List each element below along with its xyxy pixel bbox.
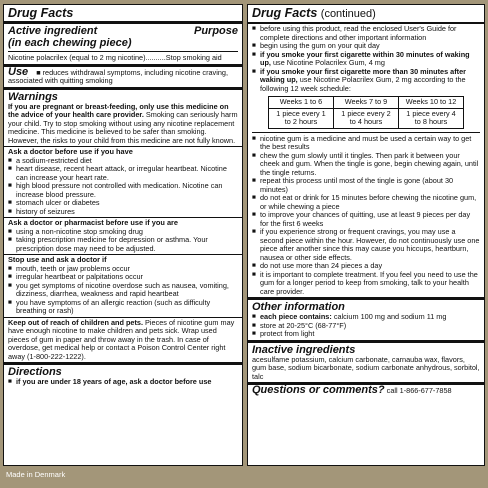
list-item: ■ do not use more than 24 pieces a day [252, 262, 480, 271]
stop-use-heading: Stop use and ask a doctor if [8, 255, 107, 265]
inactive-ingredients-text: acesulfame potassium, calcium carbonate, carnauba wax, flavors, gum base, sodium bicarbonate, sodium carbonate anhydrous, sorbitol, talc [252, 354, 480, 381]
list-item: ■ store at 20-25°C (68-77°F) [252, 322, 480, 331]
list-item: ■ begin using the gum on your quit day [252, 42, 480, 51]
inactive-ingredients-heading: Inactive ingredients [252, 343, 356, 356]
list-item: ■ a sodium-restricted diet [8, 157, 238, 166]
pregnancy-warning-text: Smoking can seriously harm your child. Try to stop smoking without using any nicotine replacement medicine. This medicine is believed to be safer than smoking. However, the risks to your child from this medicine are not fully known. [8, 110, 238, 145]
ask-doctor-section [4, 147, 242, 218]
use-heading: Use [8, 65, 29, 78]
ask-doctor-heading: Ask a doctor before use if you have [8, 147, 133, 156]
list-item: ■ taking prescription medicine for depression or asthma. Your prescription dose may need to be adjusted. [8, 236, 238, 253]
list-item: ■ if you smoke your first cigarette more than 30 minutes after waking up, use Nicotine Polacrilex Gum, 2 mg according to the following 12 week schedule: [252, 68, 480, 94]
list-item: ■ using a non-nicotine stop smoking drug [8, 228, 238, 237]
list-item: ■ mouth, teeth or jaw problems occur [8, 265, 238, 274]
table-cell: 1 piece every 2 to 4 hours [334, 108, 399, 128]
other-information-heading: Other information [252, 301, 345, 313]
ask-pharmacist-section [4, 218, 242, 255]
page-title-continued: Drug Facts [252, 6, 318, 20]
list-item: ■ repeat this process until most of the tingle is gone (about 30 minutes) [252, 177, 480, 194]
pregnancy-warning: If you are pregnant or breast-feeding, only use this medicine on the advice of your health care provider. [8, 101, 229, 119]
keep-out-text: Pieces of nicotine gum may have enough nicotine to make children and pets sick. Wrap used pieces of gum in paper and throw away in the trash. In case of overdose, get medical help or contact a Poison Control Center right away (1-800-222-1222). [8, 317, 235, 361]
directions-section [4, 365, 242, 388]
list-item: ■ if you experience strong or frequent cravings, you may use a second piece within the hour. However, do not continuously use one piece after another since this may cause you hiccups, heartburn, nausea or other side effects. [252, 228, 480, 262]
use-section [4, 67, 242, 90]
list-item: ■ nicotine gum is a medicine and must be used a certain way to get the best results [252, 135, 480, 152]
dosing-schedule-table [268, 96, 464, 129]
list-item: ■ if you are under 18 years of age, ask a doctor before use [8, 378, 238, 387]
active-ingredient-section [4, 22, 242, 67]
table-header: Weeks 10 to 12 [399, 97, 464, 109]
list-item: ■ irregular heartbeat or palpitations occur [8, 273, 238, 282]
keep-out-warning: Keep out of reach of children and pets. [8, 317, 144, 327]
use-text: reduces withdrawal symptoms, including nicotine craving, associated with quitting smoking [8, 67, 228, 85]
active-ingredient-subheading: (in each chewing piece) [8, 37, 132, 49]
phone-number: call 1-866-677-7858 [386, 386, 452, 395]
keep-out-section [4, 318, 242, 366]
list-item: ■ stomach ulcer or diabetes [8, 199, 238, 208]
list-item: ■ if you smoke your first cigarette within 30 minutes of waking up, use Nicotine Polacrilex Gum, 4 mg [252, 51, 480, 68]
warnings-section [4, 90, 242, 148]
table-cell: 1 piece every 4 to 8 hours [399, 108, 464, 128]
list-item: ■ history of seizures [8, 208, 238, 217]
directions-heading: Directions [8, 366, 62, 379]
list-item: ■ chew the gum slowly until it tingles. Then park it between your cheek and gum. When the tingle is gone, begin chewing again, until the tingle returns. [252, 152, 480, 178]
right-panel [247, 4, 485, 466]
ask-pharmacist-heading: Ask a doctor or pharmacist before use if you are [8, 218, 179, 228]
page-title: Drug Facts [8, 6, 74, 20]
title-section [4, 5, 242, 22]
inactive-ingredients-section [248, 343, 484, 386]
active-ingredient-heading: Active ingredient [8, 25, 98, 37]
list-item: ■ high blood pressure not controlled with medication. Nicotine can increase blood pressure. [8, 182, 238, 199]
stop-use-section [4, 255, 242, 318]
warnings-heading: Warnings [8, 90, 58, 103]
continued-note: (continued) [320, 8, 376, 20]
list-item: ■ each piece contains: calcium 100 mg and sodium 11 mg [252, 313, 480, 322]
left-panel [3, 4, 243, 466]
list-item: ■ heart disease, recent heart attack, or irregular heartbeat. Nicotine can increase your heart rate. [8, 165, 238, 182]
questions-section [248, 385, 484, 397]
active-ingredient-line: Nicotine polacrilex (equal to 2 mg nicotine)..........Stop smoking aid [8, 53, 222, 62]
list-item: ■ to improve your chances of quitting, use at least 9 pieces per day for the first 6 weeks [252, 211, 480, 228]
title-section [248, 5, 484, 24]
table-header: Weeks 1 to 6 [269, 97, 334, 109]
table-header: Weeks 7 to 9 [334, 97, 399, 109]
directions-continued-section [248, 24, 484, 300]
bullet-icon: ■ [36, 67, 43, 77]
list-item: ■ before using this product, read the enclosed User's Guide for complete directions and other important information [252, 25, 480, 42]
purpose-heading: Purpose [193, 25, 238, 37]
list-item: ■ it is important to complete treatment. If you feel you need to use the gum for a longer period to keep from smoking, talk to your health care provider. [252, 271, 480, 297]
questions-heading: Questions or comments? [252, 384, 385, 396]
list-item: ■ do not eat or drink for 15 minutes before chewing the nicotine gum, or while chewing a piece [252, 194, 480, 211]
list-item: ■ you have symptoms of an allergic reaction (such as difficulty breathing or rash) [8, 299, 238, 316]
table-cell: 1 piece every 1 to 2 hours [269, 108, 334, 128]
made-in-note: Made in Denmark [6, 470, 66, 479]
list-item: ■ you get symptoms of nicotine overdose such as nausea, vomiting, dizziness, diarrhea, weakness and rapid heartbeat [8, 282, 238, 299]
list-item: ■ protect from light [252, 330, 480, 339]
other-information-section [248, 300, 484, 343]
